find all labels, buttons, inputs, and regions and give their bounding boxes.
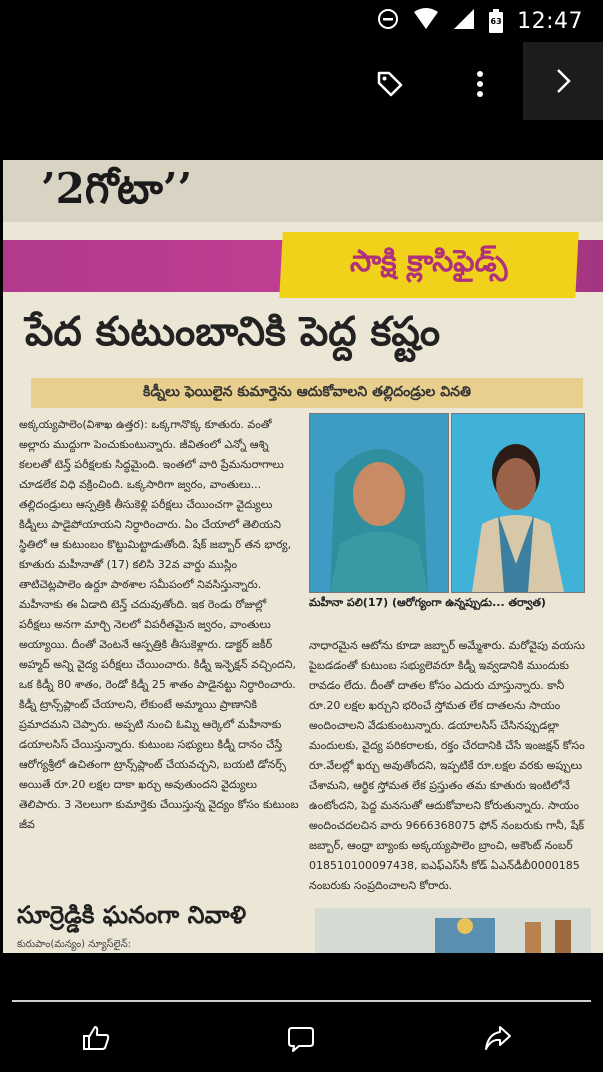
status-bar <box>0 0 603 42</box>
dnd-icon <box>377 8 399 34</box>
top-toolbar <box>0 42 603 122</box>
girl-photo-after <box>451 413 585 593</box>
article-body-left: అక్కయ్యపాలెం(విశాఖ ఉత్తర): ఒక్కగానొక్క కూతురు. వంతో అల్లారు ముద్దుగా పెంచుకుంటున్నారు. జీవితంలో ఎన్నో ఆశ్ని కలలతో టెన్త్ పరీక్షలకు సిద్ధమైంది. ఇంతలో వారి ప్రేమనురాగాలు చూడలేక విధి వక్రించింది. ఒక్కసారిగా జ్వరం, వాంతులు... తల్లిదండ్రులు ఆస్పత్రికి తీసుకెళ్లి పరీక్షలు చేయించగా వైద్యులు కిడ్నీలు పాడైపోయాయని నిర్ధారించారు. ఏం చేయాలో తెలియని స్థితిలో ఆ కుటుంబం కొట్టుమిట్టాడుతోంది. షేక్ జబ్బార్ తన భార్య, కూతురు మహీనాతో (17) కలిసి 32వ వార్డు ముస్లిం తాటిచెట్లపాలెం ఉర్దూ పాఠశాల సమీపంలో నివసిస్తున్నారు. మహీనాకు ఈ ఏడాది టెన్త్ చదువుతోంది. ఇక రెండు రోజుల్లో పరీక్షలు అనగా మార్చి నెలలో విపరీతమైన జ్వరం, వాంతులు అయ్యాయి. దీంతో వెంటనే ఆస్పత్రికి తీసుకెళ్లారు. డాక్టర్ జకీర్ అహ్మద్ అన్ని వైద్య పరీక్షలు చేయించారు. కిడ్నీ ఇన్ఫెక్షన్ వచ్చిందని, ఒక కిడ్నీ 80 శాతం, రెండో కిడ్నీ 25 శాతం పాడైనట్టు నిర్ధారించారు. కిడ్నీ ట్రాన్స్‌ప్లాంట్ చేయాలని, లేకుంటే అమ్మాయి ప్రాణానికి ప్రమాదమని చెప్పారు. అప్పటి నుంచి ఓమ్ని ఆర్కెలో మహీనాకు డయాలసిస్ చేయిస్తున్నారు. కుటుంబ సభ్యులు కిడ్నీ దానం చేస్తే ఆరోగ్యశ్రీలో ఉచితంగా ట్రాన్స్‌ప్లాంట్ చేయవచ్చని, బయటి డోనర్స్ అయితే రూ.20 లక్షల దాకా ఖర్చు అవుతుందని వైద్యులు తెలిపారు. 3 నెలలుగా కుమార్తెకు చేయిస్తున్న వైద్యం కోసం కుటుంబ జీవ <box>19 418 299 831</box>
newspaper-photo <box>3 160 603 953</box>
photo-caption: మహీనా పలి(17) (ఆరోగ్యంగా ఉన్నప్పుడు... తర్వాత) <box>309 596 546 609</box>
status-icons <box>377 8 583 34</box>
wifi-icon <box>413 8 439 34</box>
girl-photo-before <box>309 413 449 593</box>
second-byline: కురుపాం(మన్యం) న్యూస్‌లైన్: <box>17 939 132 950</box>
like-icon[interactable] <box>82 1025 110 1055</box>
masthead-text: ’2గోటా’’ <box>41 164 193 213</box>
comment-icon[interactable] <box>287 1025 315 1057</box>
chevron-right-icon <box>543 61 583 101</box>
article-subheadline: కిడ్నీలు ఫెయిలైన కుమార్తెను ఆదుకోవాలని తల్లిదండ్రుల వినతి <box>31 378 583 408</box>
share-icon[interactable] <box>484 1025 512 1055</box>
action-bar <box>0 1003 603 1072</box>
masthead-strip <box>3 160 603 222</box>
tag-icon[interactable] <box>370 64 410 104</box>
battery-level: 63 <box>490 17 502 26</box>
divider <box>12 1000 591 1002</box>
status-time: 12:47 <box>517 8 583 34</box>
second-article-photo <box>315 908 591 953</box>
article-headline: పేద కుటుంబానికి పెద్ద కష్టం <box>25 308 441 355</box>
second-headline: సూర్రెడ్డికి ఘనంగా నివాళి <box>17 900 247 929</box>
next-button[interactable] <box>523 42 603 120</box>
signal-icon <box>453 8 475 34</box>
classifieds-banner: సాక్షి క్లాసిఫైడ్స్ <box>279 232 578 298</box>
more-vert-icon[interactable] <box>460 64 500 104</box>
battery-icon <box>489 9 503 33</box>
article-body-right: నాధారమైన ఆటోను కూడా జబ్బార్ అమ్మేశారు. మరోవైపు వయసు పైబడడంతో కుటుంబ సభ్యులెవరూ కిడ్నీ ఇవ్వడానికి ముందుకు రావడం లేదు. దీంతో దాతల కోసం ఎదురు చూస్తున్నారు. కానీ రూ.20 లక్షల ఖర్చుని భరించే స్తోమత లేక దాతలను సాయం అందించాలని వేడుకుంటున్నారు. డయాలసిస్ చేసినప్పుడల్లా మందులకు, వైద్య పరికరాలకు, రక్తం చేరదానికి చేసే ఇంజక్షన్ కోసం రూ.వేలల్లో ఖర్చు అవుతోందని, ఇప్పటికే రూ.లక్షల వరకు అప్పులు చేశామని, ఆర్థిక స్తోమత లేక ప్రస్తుతం తమ కూతురు ఇంటిలోనే ఉంటోందని, పెద్ద మనసుతో ఆదుకోవాలని కోరుతున్నారు. సాయం అందించదలచిన వారు 9666368075 ఫోన్ నంబరుకు గానీ, షేక్ జబ్బార్, ఆంధ్రా బ్యాంకు అక్కయ్యపాలెం బ్రాంచి, అకౌంట్ నంబర్ 018510100097438, ఐఎఫ్‌ఎస్‌సీ కోడ్ ఏఎన్‌డీబీ0000185 నంబరుకు సంప్రదించాలని కోరారు. <box>309 639 585 892</box>
